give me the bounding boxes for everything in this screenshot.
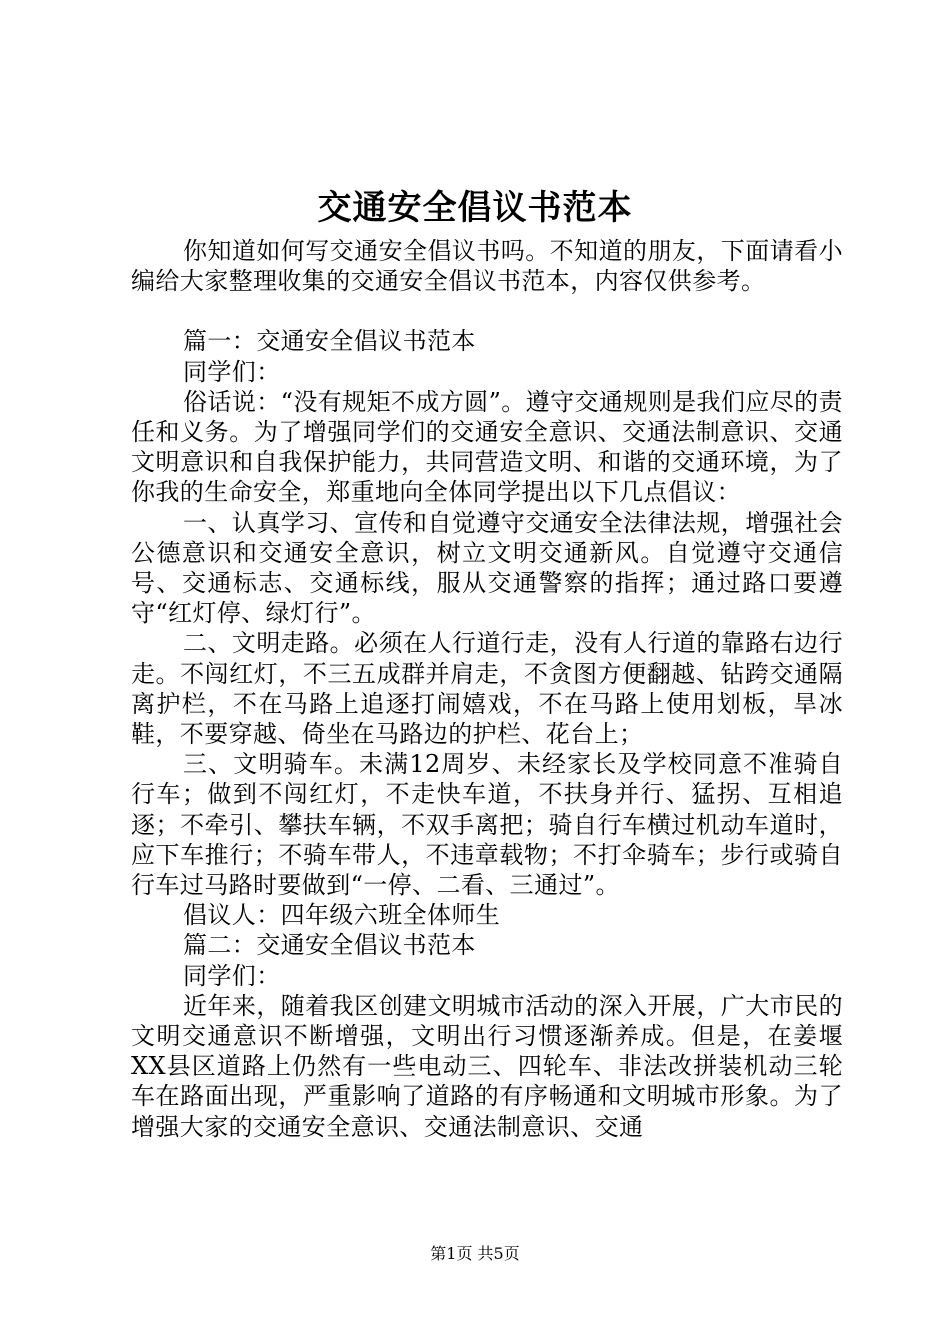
section-heading-2: 篇二：交通安全倡议书范本 xyxy=(183,931,476,960)
body-paragraph: 俗话说：“没有规矩不成方圆”。遵守交通规则是我们应尽的责任和义务。为了增强同学们的交通安全意识、交通法制意识、交通文明意识和自我保护能力，共同营造文明、和谐的交通环境，为了你我的生命安全，郑重地向全体同学提出以下几点倡议： xyxy=(131,387,843,507)
body-paragraph: 一、认真学习、宣传和自觉遵守交通安全法律法规，增强社会公德意识和交通安全意识，树立文明交通新风。自觉遵守交通信号、交通标志、交通标线，服从交通警察的指挥；通过路口要遵守“红灯停、绿灯行”。 xyxy=(131,508,843,628)
salutation-1: 同学们： xyxy=(183,357,281,386)
page-footer: 第1页 共5页 xyxy=(430,1244,520,1263)
intro-paragraph: 你知道如何写交通安全倡议书吗。不知道的朋友，下面请看小编给大家整理收集的交通安全倡议书范本，内容仅供参考。 xyxy=(131,237,843,296)
document-body xyxy=(131,236,843,1142)
salutation-2: 同学们： xyxy=(183,961,281,990)
section-heading-1: 篇一：交通安全倡议书范本 xyxy=(183,327,476,356)
paragraph-spacer xyxy=(131,296,843,326)
body-paragraph: 三、文明骑车。未满12周岁、未经家长及学校同意不准骑自行车；做到不闯红灯，不走快车道，不扶身并行、猛拐、互相追逐；不牵引、攀扶车辆，不双手离把；骑自行车横过机动车道时，应下车推行；不骑车带人，不违章载物；不打伞骑车；步行或骑自行车过马路时要做到“一停、二看、三通过”。 xyxy=(131,750,843,900)
signature-line: 倡议人：四年级六班全体师生 xyxy=(183,901,501,930)
body-paragraph: 近年来，随着我区创建文明城市活动的深入开展，广大市民的文明交通意识不断增强，文明出行习惯逐渐养成。但是，在姜堰XX县区道路上仍然有一些电动三、四轮车、非法改拼装机动三轮车在路面出现，严重影响了道路的有序畅通和文明城市形象。为了增强大家的交通安全意识、交通法制意识、交通 xyxy=(131,991,843,1141)
body-paragraph: 二、文明走路。必须在人行道行走，没有人行道的靠路右边行走。不闯红灯，不三五成群并肩走，不贪图方便翻越、钻跨交通隔离护栏，不在马路上追逐打闹嬉戏，不在马路上使用划板，旱冰鞋，不要穿越、倚坐在马路边的护栏、花台上； xyxy=(131,629,843,749)
document-title: 交通安全倡议书范本 xyxy=(317,188,633,228)
